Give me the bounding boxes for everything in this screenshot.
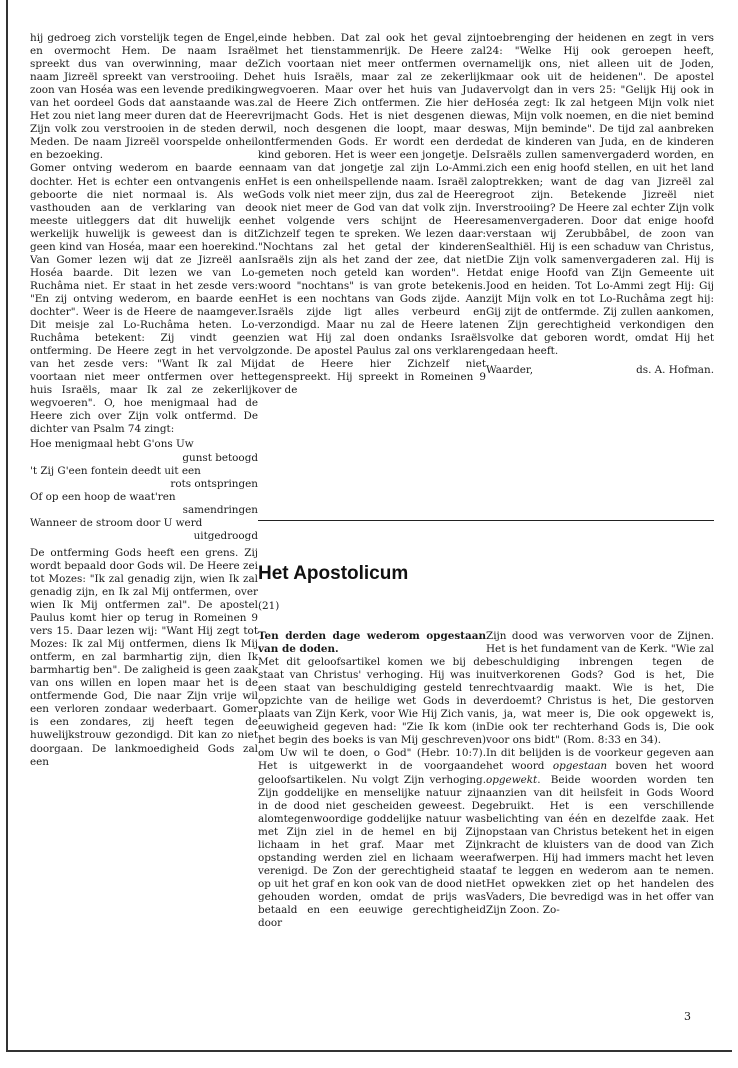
- article1-signature: [486, 364, 714, 377]
- article1-paragraph: toebrenging der heidenen en zegt in vers 24: "Welke Hij ook geroepen heeft, namelijk ons, niet alleen uit de Joden, maar ook uit de heidenen". De apostel vervolgt dan in vers 25: "Gelijk Hij ook in Hoséa zegt: Ik zal hetgeen Mijn volk niet was, Mijn volk noemen, en die niet bemind was, Mijn beminde". De tijd zal aanbreken dat de kinderen van Juda, en de kinderen Israëls zullen samenvergaderd worden, en zich een enig hoofd stellen, en uit het land optrekken; want de dag van Jizreël zal groot zijn. Betekende Jizreël niet verstrooiing? De Heere zal echter Zijn volk samenvergaderen. Door dat enige hoofd verstaan wij Zerubbâbel, de zoon van Sealthiël. Hij is een schaduw van Christus, Die Zijn volk samenvergaderen zal. Hij is dat enige Hoofd van Zijn Gemeente uit Jood en heiden. Tot Lo-Ammi zegt Hij: Gij zijt Mijn volk en tot Lo-Ruchâma zegt hij: Gij zijt de ontfermde. Zij zullen aankomen, en Zijn gerechtigheid verkondigen den volke dat geboren wordt, omdat Hij het gedaan heeft.: [486, 32, 714, 358]
- psalm-line: 't Zij G'een fontein deedt uit een: [30, 464, 201, 477]
- text-run: In dit belijden is de voorkeur gegeven aan het woord: [486, 747, 714, 773]
- article1-column-2: [258, 32, 486, 522]
- article2-paragraph: Met dit geloofsartikel komen we bij de staat van Christus' verhoging. Hij was in een staat van beschuldiging gesteld ten opzichte van de heilige wet Gods in de plaats van Zijn Kerk, voor Wie Hij Zich van eeuwigheid gegeven had: "Zie Ik kom (in het begin des boeks is van Mij geschreven) om Uw wil te doen, o God" (Hebr. 10:7). Het is uitgewerkt in de voorgaande geloofsartikelen. Nu volgt Zijn verhoging. Zijn goddelijke en menselijke natuur zijn in de dood niet gescheiden geweest. De alomtegenwoordige goddelijke natuur was met Zijn ziel in de hemel en bij Zijn lichaam in het graf. Maar met Zijn opstanding werden ziel en lichaam weer verenigd. De Zon der gerechtigheid staat op uit het graf en kon ook van de dood niet gehouden worden, omdat de prijs was betaald en een eeuwige gerechtigheid door: [258, 656, 486, 930]
- article-title: Het Apostolicum: [258, 563, 409, 584]
- emphasis: opgewekt: [486, 773, 538, 786]
- psalm-line: Of op een hoop de waat'ren: [30, 490, 176, 503]
- article1-column-3: [486, 32, 714, 522]
- article2-column-2: [258, 630, 486, 1022]
- article2-column-3: [486, 630, 714, 1022]
- author-name: ds. A. Hofman.: [636, 364, 714, 377]
- psalm-line-end: uitgedroogd: [193, 529, 258, 542]
- article1-paragraph: Gomer ontving wederom en baarde een dochter. Het is echter een ontvangenis en geboorte die niet normaal is. Als we vasthouden aan de verklaring van de meeste uitleggers dat dit huwelijk een werkelijk huwelijk is geweest dan is dit geen kind van Hoséa, maar een hoerekind. Van Gomer lezen wij dat ze Jizreël aan Hoséa baarde. Dit lezen we van Lo-Ruchâma niet. Er staat in het zesde vers: "En zij ontving wederom, en baarde een dochter". Weer is de Heere de naamgever. Dit meisje zal Lo-Ruchâma heten. Lo-Ruchâma betekent: Zij vindt geen ontferming. De Heere zegt in het vervolg van het zesde vers: "Want Ik zal Mij voortaan niet meer ontfermen over het huis Israëls, maar Ik zal ze zekerlijk wegvoeren". O, hoe menigmaal had de Heere zich over Zijn volk ontfermd. De dichter van Psalm 74 zingt:: [30, 162, 258, 436]
- article2-paragraph: Zijn dood was verworven voor de Zijnen. Het is het fundament van de Kerk. "Wie zal beschuldiging inbrengen tegen de uitverkorenen Gods? God is het, Die rechtvaardig maakt. Wie is het, Die verdoemt? Christus is het, Die gestorven is, ja, wat meer is, Die ook opgewekt is, Die ook ter rechterhand Gods is, Die ook voor ons bidt" (Rom. 8:33 en 34).: [486, 630, 714, 747]
- article2-paragraph: [486, 747, 714, 917]
- psalm-line-end: gunst betoogd: [182, 451, 258, 464]
- psalm-line: Hoe menigmaal hebt G'ons Uw: [30, 438, 194, 451]
- psalm-line: Wanneer de stroom door U werd: [30, 516, 203, 529]
- article1-column-1: [30, 32, 258, 1042]
- article1-paragraph: De ontferming Gods heeft een grens. Zij wordt bepaald door Gods wil. De Heere zei tot Mozes: "Ik zal genadig zijn, wien Ik zal genadig zijn, en Ik zal Mij ontfermen, over wien Ik Mij ontfermen zal". De apostel Paulus komt hier op terug in Romeinen 9 vers 15. Daar lezen wij: "Want Hij zegt tot Mozes: Ik zal Mij ontfermen, diens Ik Mij ontferm, en zal barmhartig zijn, dien Ik barmhartig ben". De zaligheid is geen zaak van ons willen en lopen maar het is de ontfermende God, Die naar Zijn vrije wil een verloren zondaar wederbaart. Gomer is een zondares, zij heeft tegen de huwelijkstrouw gezondigd. Dit kan zo niet doorgaan. De lankmoedigheid Gods zal een: [30, 546, 258, 768]
- text-run: boven het woord: [607, 760, 714, 773]
- article1-paragraph: einde hebben. Dat zal ook het geval zijn met het tienstammenrijk. De Heere zal Zich voortaan niet meer ontfermen over het huis Israëls, maar zal ze zekerlijk wegvoeren. Maar over het huis van Juda zal de Heere Zich ontfermen. Zie hier de vrijmacht Gods. Het is niet desgenen die wil, noch desgenen die loopt, maar des ontfermenden Gods. Er wordt een derde kind geboren. Het is weer een jongetje. De naam van dat jongetje zal zijn Lo-Ammi. Het is een onheilspellende naam. Israël zal Gods volk niet meer zijn, dus zal de Heere ook niet meer de God van dat volk zijn. In het volgende vers schijnt de Heere Zichzelf tegen te spreken. We lezen daar: "Nochtans zal het getal der kinderen Israëls zijn als het zand der zee, dat niet gemeten noch geteld kan worden". Het woord "nochtans" is van grote betekenis. Het is een nochtans van Gods zijde. Aan Israëls zijde ligt alles verbeurd en verzondigd. Maar nu zal de Heere laten zien wat Hij zal doen ondanks Israëls zonde. De apostel Paulus zal ons verklaren dat de Heere hier Zichzelf niet tegenspreekt. Hij spreekt in Romeinen 9 over de: [258, 32, 486, 397]
- psalm-line-end: rots ontspringen: [170, 477, 258, 490]
- page-number: 3: [684, 1010, 691, 1023]
- emphasis: opgestaan: [552, 760, 608, 773]
- article-divider-rule: [258, 520, 714, 521]
- signoff-place: Waarder,: [486, 364, 534, 377]
- article-subheading: Ten derden dage wederom opgestaan van de doden.: [258, 630, 486, 656]
- page-border-left: [6, 0, 8, 1052]
- page-border-bottom: [6, 1050, 732, 1052]
- psalm-quote: [30, 438, 258, 542]
- article-number: (21): [258, 600, 280, 612]
- article1-paragraph: hij gedroeg zich vorstelijk tegen de Engel, en overmocht Hem. De naam Israël spreekt dus van overwinning, maar de naam Jizreël spreekt van verstrooiing. De zoon van Hoséa was een levende prediking van het oordeel Gods dat aanstaande was. Het zou niet lang meer duren dat de Heere Zijn volk zou verstrooien in de steden der Meden. De naam Jizreël voorspelde onheil en bezoeking.: [30, 32, 258, 162]
- text-run: . Beide woorden worden ten aanzien van dit heilsfeit in Gods Woord gebruikt. Het is een verschillende belichting van één en dezelfde zaak. Het opstaan van Christus betekent het in eigen kracht de kluisters van de dood van Zich afwerpen. Hij had immers macht het leven af te leggen en wederom aan te nemen. Het opwekken ziet op het handelen des Vaders, Die bevredigd was in het offer van Zijn Zoon. Zo-: [486, 773, 714, 916]
- psalm-line-end: samendringen: [182, 503, 258, 516]
